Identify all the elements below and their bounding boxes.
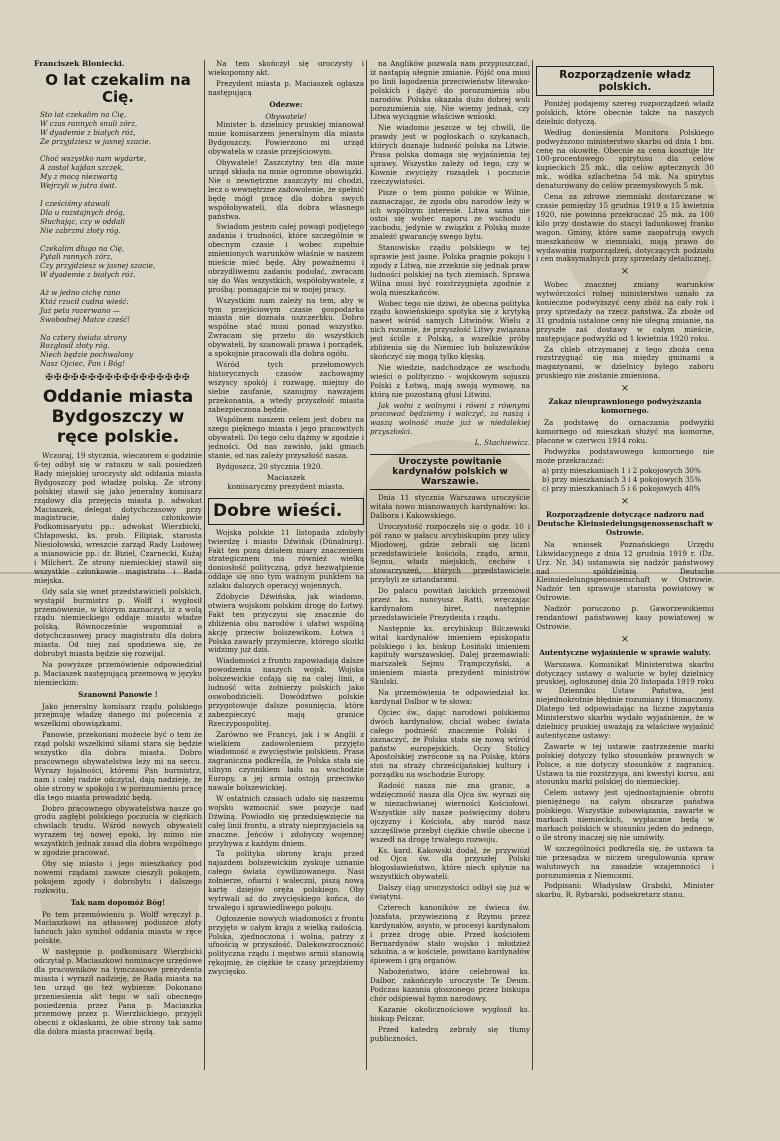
poem-author: Franciszek Bloniecki.: [34, 60, 125, 68]
paragraph: Na wniosek Poznańskiego Urzędu Likwidacyjnego z dnia 12 grudnia 1919 r. (Dz. Urz. Nr. 34) ustanawia się nadzór państwowy nad spółdzielnią Deutsche Kleinsiedelungsgenossenschaft w Ostrowie. Nadzór ten sprawuje starosta powiatowy w Ostrowie.: [536, 539, 714, 603]
speech-salutation: Szanowni Panowie !: [78, 689, 158, 699]
column-rule: [366, 60, 367, 1070]
rent-item: c) przy mieszkaniach 5 i 6 pokojowych 40%: [542, 484, 701, 494]
paragraph: Na powyższe przemówienie odpowiedział p. Maciaszek następującą przemową w języku niemieckim:: [34, 659, 202, 687]
paragraph: Pisze o tem pismo polskie w Wilnie, zaznaczając, że zgoda obu narodów leży w ich wspólnym interesie. Litwa sama nie ostoi się wobec naporu ze wschodu i zachodu, jedynie w związku z Polską może znaleźć gwarancję swego bytu.: [370, 187, 530, 242]
paragraph: Oby się miasto i jego mieszkańcy pod nowemi rządami zawsze cieszyli pokojem, pokojem zgody i dobrobytu i dalszego rozkwitu.: [34, 858, 202, 895]
paragraph: Ta polityka obrony kraju przed najazdem bolszewickim zyskuje uznanie całego świata cywilizowanego. Nasi żołnierze, ofiarni i waleczni, piszą nową kartę dziejów oręża polskiego. Oby wytrwali aż do zwycięskiego końca, do trwałego i sprawiedliwego pokoju.: [208, 849, 364, 912]
article-headline-kardynalowie: Uroczyste powitanie kardynałów polskich w Warszawie.: [370, 454, 530, 490]
paragraph: Zdobycie Dźwińska, jak wiadomo, otwiera wojskom polskim drogę do Łotwy. Fakt ten przyczyni się znacznie do zbliżenia obu narodów i ułatwi wspólną akcję przeciw bolszewikom. Łotwa i Polska zawarły przymierze, którego skutki widzimy już dziś.: [208, 592, 364, 655]
column-1: [34, 60, 202, 1070]
paragraph: Celem ustawy jest ujednostajnienie obrotu pieniężnego na całym obszarze państwa polskiego. Wszystkie zobowiązania, zawarte w markach niemieckich, wypłacane będą w markach polskich w stosunku jeden do jednego, o ile strony inaczej się nie umówiły.: [536, 788, 714, 842]
section-mark: ×: [620, 266, 630, 278]
paragraph: Ojciec św., dając narodowi polskiemu dwóch kardynałów, chciał wobec świata całego podnieść znaczenie Polski i zaznaczyć, że Polska stała się nową wśród państw europejskich. Oczy Stolicy Apostolskiej zwrócone są na Polskę, która stoi na straży chrześcijańskiej kultury i porządku na wschodzie Europy.: [370, 707, 530, 780]
article-headline-dobre-wiesci: [208, 498, 364, 525]
paragraph: Radość nasza nie zna granic, a wdzięczność nasza dla Ojca św. wyrazi się w niezachwianej wierności Kościołowi. Wszystkie siły nasze poświęcimy dobru ojczyzny i Kościoła, aby naród nasz szczęśliwie przebył ciężkie chwile obecne i wszedł na drogę trwałego rozwoju.: [370, 781, 530, 844]
paragraph: Minister b. dzielnicy pruskiej mianował mnie komisarzem jeneralnym dla miasta Bydgoszczy. Powierzono mi urząd obywatela w czasie przejściowym.: [208, 120, 364, 157]
quote-signature: L. Stachiewicz.: [474, 438, 530, 448]
odezwa-signature: Maciaszek: [266, 472, 306, 482]
paragraph: Gdy sala się wnet przedstawicieli polskich, wystąpił burmistrz p. Wolff i wygłosił przemówienie, w którym zaznaczył, iż z wolą rządu niemieckiego oddaje miasto władze polską. Równocześnie wspomniał o dotychczasowej pracy magistratu dla dobra miasta. Od niej zaś spodziewa się, że dobrobyt miasta będzie się rozwijał.: [34, 586, 202, 659]
article-headline-rozporzadzenie: Rozporządzenie władz polskich.: [536, 66, 714, 96]
paragraph: Cena za zdrowe ziemniaki dostarczane w czasie pomiędzy 15 grudnia 1919 a 15 kwietnia 1920, nie powinna przekraczać 25 mk. za 100 kilo przy dostawie do stacyi ładunkowej franko wagon. Gminy, które same zaopatrują swych mieszkańców w ziemniaki, mają prawo do wydawania rozporządzeń, dotyczących podziału i cen maksymalnych przy sprzedaży detalicznej.: [536, 192, 714, 264]
paragraph: Wiadomości z frontu zapowiadają dalsze powodzenia naszych wojsk. Wojska bolszewickie cofają się na całej linii, a ludność wita żołnierzy polskich jako oswobodzicieli. Dowództwo polskie przygotowuje dalsze posunięcia, które zabezpieczyć mają granice Rzeczypospolitej.: [208, 656, 364, 728]
paragraph: Kazanie okolicznościowe wygłosił ks. biskup Pelczar.: [370, 1004, 530, 1023]
section-mark: ×: [620, 496, 630, 508]
paragraph: Do pałacu powitań laickich przemówił przez ks. nuncyusz Ratti, wręczając kardynałom biret, następnie przedstawiciele Prezydenta i rządu.: [370, 586, 530, 622]
paragraph: Ogłoszenie nowych wiadomości z frontu przyjęto w całym kraju z wielką radością. Polska, zjednoczona i wolna, patrzy z ufnością w przyszłość. Dalekowzroczność polityczna rządu i męstwo armii stanowią rękojmię, że ciężkie te czasy przejdziemy zwycięsko.: [208, 913, 364, 977]
paragraph: Czterech kanoników ze świeca św. Jozafata, przywiezioną z Rzymu przez kardynałów, asysto, w procesyi kardynałom i przez drogę obie. Przed kościołem Bernardynów stało wojsko i młodzież szkolna, a w kościele, powitano kardynałów śpiewem i grą organów.: [370, 902, 530, 966]
paragraph: Dnia 11 stycznia Warszawa uroczyście witała nowo mianowanych kardynałów: ks. Dalbora i Kakowskiego.: [370, 493, 530, 520]
poem-title: O lat czekalim na Cię.: [45, 70, 191, 106]
column-rule: [532, 60, 533, 1070]
odezwa-salutation: Obywatele!: [265, 111, 307, 121]
quote: Jak wolni z wolnymi i równi z równymi pracować będziemy i walczyć, za naszą i waszą wolność może już w niedalekiej przyszłości.: [370, 400, 530, 437]
rent-list: [542, 467, 714, 494]
paragraph: Wszystkim nam zależy na tem, aby w tym przejściowym czasie gospodarka miasta nie doznała uszczerbku. Dobro wspólne stać musi ponad wszystko. Zwracam się przeto do wszystkich obywateli, by szanowali prawa i porządek, a spokojnie pracowali dla dobra ogółu.: [208, 295, 364, 359]
paragraph: Wczoraj, 19 stycznia, wieczorem o godzinie 6-tej odbył się w ratuszu w sali posiedzeń Rady miejskiej uroczysty akt oddania miasta Bydgoszczy pod władzę polską. Ze strony polskiej stawił się jako jeneralny komisarz rządowy dla przejęcia miasta p. adwokat Maciaszek, delegat dotychczasowy przy magistracie, dalej członkowie Podkomisaryatu pp.: adwokat Wierzbicki, Chłapowski, ks. prob. Filipiak, starosta Niesiołowski, wreszcie zarząd Rady Ludowej a mianowicie pp.: dr. Biziel, Czarnecki, Kużaj i Milchert. Ze strony niemieckiej stawił się wszystkie członkowie magistratu i Rada miejska.: [34, 451, 202, 585]
paragraph: Wśród tych przełomowych historycznych czasów zachowajmy wszyscy spokój i rozwagę, miejmy do siebie zaufanie, szanujmy nawzajem przekonania, a wtedy przyszłość miasta zabezpieczona będzie.: [208, 360, 364, 414]
paragraph: Uroczystość rozpoczęła się o godz. 10 i pół rano w pałacu arcybiskupim przy ulicy Miodowej, gdzie zebrali się liczni przedstawiciele kościoła, rządu, armii, Sejmu, władz miejskich, cechów i stowarzyszeń, których przedstawiciele przybyli ze sztandarami.: [370, 521, 530, 585]
rent-item: a) przy mieszkaniach 1 i 2 pokojowych 30%: [542, 466, 701, 476]
paragraph: Za podstawę do oznaczania podwyżki komornego od mieszkań służyć ma komorne, płacone w czerwcu 1914 roku.: [536, 417, 714, 445]
odezwa-title: Odezwe:: [269, 99, 303, 109]
speech-close: Tak nam dopomóż Bóg!: [70, 897, 166, 907]
paragraph: Na przemówienia te odpowiedział ks. kardynał Dalbor w te słowa:: [370, 688, 530, 706]
paragraph: Nie wiadomo jeszcze w tej chwili, ile prawdy jest w pogłoskach o szykanach, których doznaje ludność polska na Litwie. Prasa polska domaga się wyjaśnienia tej sprawy. Wszystko zależy od tego, czy w Kownie zwycięży rozsądek i poczucie rzeczywistości.: [370, 123, 530, 186]
paragraph: Prezydent miasta p. Maciaszek ogłasza następującą: [208, 78, 364, 97]
paragraph: Zawarte w tej ustawie zastrzeżenie marki polskiej dotyczy tylko stosunków prawnych w Polsce, a nie dotyczy stosunków z zagranicą. Ustawa ta nie rozstrzyga, ani kwestyi kursu, ani stosunku marki polskiej do niemieckiej.: [536, 741, 714, 787]
paragraph: W ostatnich czasach udało się naszemu wojsku wzmocnić swe pozycje nad Dźwiną. Powiodło się przedsięwzięcie na całej linii frontu, a straty nieprzyjaciela są znaczne. Jeńców i zdobyczy wojennej przybywa z każdym dniem.: [208, 793, 364, 848]
headline-text: Dobre wieści.: [213, 500, 343, 521]
paragraph: Ks. kard. Kakowski dodał, że przywiózł od Ojca św. dla przyszłej Polski błogosławieństwo, które niech spłynie na wszystkich obywateli.: [370, 845, 530, 882]
paragraph: Poniżej podajemy szereg rozporządzeń władz polskich, które obecnie także na naszych dzielnic dotyczą.: [536, 99, 714, 126]
column-4: [536, 60, 714, 1100]
paragraph: Wobec znacznej zmiany warunków wytwórczości rolnej ministerstwo uznało za konieczne podwyższyć ceny zbóż na cały rok i przy sprzedaży na rzecz państwa. Za zboże od 31 grudnia ustalone ceny nie ulegną zmianie, na przyszłe zaś dostawy w całym mieście, następujące podwyżki od 1 kwietnia 1920 roku.: [536, 280, 714, 343]
odezwa-signature-title: komisaryczny prezydent miasta.: [227, 481, 345, 491]
paragraph: Przed katedrą zebrały się tłumy publiczności.: [370, 1024, 530, 1043]
paragraph: Po tem przemówieniu p. Wolff wręczył p. Maciaszkowi na atłasowej poduszce złoty łańcuch jako symbol oddania miasta w ręce polskie.: [34, 909, 202, 946]
column-rule: [204, 60, 205, 1070]
paragraph: Nabożeństwo, które celebrował ks. Dalbor, zakończyło uroczyste Te Deum. Podczas kazania głoszonego przez biskupa chór odśpiewał hymn narodowy.: [370, 967, 530, 1003]
subhead-nadzor: Rozporządzenie dotyczące nadzoru nad Deutsche Kleinsiedelungsgenossenschaft w Ostrowie.: [537, 510, 713, 537]
paragraph: Następnie ks. arcybiskup Bilczewski witał kardynałów imieniem episkopatu polskiego i ks. biskup Łosiński imieniem kapituły warszawskiej. Dalej przemawiali: marszałek Sejmu Trąmpczyński, a imieniem miasta prezydent ministrów Skulski.: [370, 623, 530, 687]
paragraph: W następnie p. podkomisarz Wierzbicki odczytał p. Maciaszkowi nominacye urzędowe dla pracowników na tymczasowe prezydenta miasta i wyraził nadzieję, że Rada miasta na ten urząd go też wybierze. Dokonano przeniesienia akt tego w sali obecnego posiedzenia przez Pana p. Maciaszka przemowę przez p. Wierzbickiego, przyjęli obecni z oklaskami, że obie strony tak samo dla dobra miasta pracować będą.: [34, 947, 202, 1037]
paragraph: Według doniesienia Monitora Polskiego podwyższono ministerstwo skarbu od dnia 1 bm. cenę na okowitę. Obecnie za cena kosztuje litr 100-procentowego spirytusu dla celów kupieckich 25 mk., dla celów aptecznych 30 mk., wódka szlachetna 54 mk. Na spirytus denaturowany do celów przemysłowych 5 mk.: [536, 127, 714, 191]
paragraph: Na tem skończył się uroczysty i wiekopomny akt.: [208, 60, 364, 77]
paragraph: na Anglików pozwala nam przypuszczać, iż nastąpią ułegnie zmianie. Pójść ona musi po linii łagodzenia przeciwieństw litewsko-polskich i dążyć do porozumienia obu narodów. Polska okazała dużo dobrej woli porozumienia się. Nie wiemy jednak, czy Litwa wyciągnie właściwe wnioski.: [370, 60, 530, 122]
subhead-komorne: Zakaz nieuprawnionego podwyższania komornego.: [548, 397, 702, 415]
paragraph: Nie wiedzie, nadchodzące ze wschodu wieści o polityczno - wojskowym sojuszu Polski z Łotwą, mają swoją wymowę, na którą nie pozostaną głusi Litwini.: [370, 362, 530, 399]
paragraph: W szczególności podkreśla się, że ustawa ta nie przesądza w niczem uregulowania spraw walutowych na zasadzie wzajemności i porozumienia z Niemcami.: [536, 843, 714, 880]
paragraph: Wspólnem naszem celem jest dobro na szego pięknego miasta i jego pracowitych obywateli. Do tego celu dążmy w zgodzie i jedności. Od nas zawisło, jaki gmach stanie, od nas zależy przyszłość nasza.: [208, 415, 364, 461]
paragraph: Stanowisko rządu polskiego w tej sprawie jest jasne. Polska pragnie pokoju i zgody z Litwą, nie zrzeknie się jednak praw ludności polskiej na tych ziemiach. Sprawa Wilna musi być rozstrzygnięta zgodnie z wolą mieszkańców.: [370, 243, 530, 297]
article-headline-bydgoszcz: Oddanie miasta Bydgoszczy w ręce polskie.: [42, 387, 194, 448]
paragraph: Warszawa. Komunikat Ministerstwa skarbu dotyczący ustawy o walucie w byłej dzielnicy pruskiej, ogłoszonej dnia 20 listopada 1919 roku w Dzienniku Ustaw Państwa, jest niejednokrotnie błędnie rozumiany i tłomaczony. Dlatego też odpowiadając na liczne zapytania Ministerstwo skarbu wydało wyjaśnienie, że w dzielnicy pruskiej uważają za właściwe wyjaśnić autentyczne ustawy:: [536, 659, 714, 740]
paragraph: Swiadom jestem całej powagi podjętego zadania i trudności, które szczególnie w obecnym czasie i wobec zupełnie zmienionych warunków właśnie w naszem mieście mieć będę. Aby poważnemu i obrzydliwemu zadaniu podołać, zwracam się do Was wszystkich, współobywatele, z prośbą: pomagajcie mi w mojej pracy.: [208, 222, 364, 294]
section-mark: ×: [620, 383, 630, 395]
column-3: [370, 60, 530, 1105]
paragraph: Podpisani: Władysław Grabski, Minister skarbu, R. Rybarski, podsekretarz stanu.: [536, 881, 714, 900]
paragraph: Panowie, przekonani możecie być o tem że rząd polski wszelkimi siłami stara się będzie wszystko dla dobra miasta. Dobro pracownego obywatelstwa leży mi na sercu. Wyrazy łojalności, któremi Pan burmistrz, nam i całej radzie odczytał, dają nadzieję, że obie strony w spokoju i w porozumieniu pracę dla tego miasta prowadzić będą.: [34, 730, 202, 802]
paragraph: Nadzór poruczono p. Gaworzewskiemu rendantowi państwowej kasy powiatowej w Ostrowie.: [536, 604, 714, 631]
odezwa-place: Bydgoszcz, 20 stycznia 1920.: [216, 461, 323, 471]
paragraph: Wobec tego nie dziwi, że obecna polityka rządu kowieńskiego spotyka się z krytyką nawet wśród samych Litwinów. Wielu z nich rozumie, że przyszłość Litwy związana jest ściśle z Polską, a wszelkie próby zbliżenia się do Niemiec lub bolszewików skończyć się mogą tylko klęską.: [370, 298, 530, 361]
paragraph: Jako jeneralny komisarz rządu polskiego przejmuję władzę danego mi polecenia z wszelkimi obowiązkami.: [34, 701, 202, 729]
ornament-divider: ✠✠✠✠✠✠✠✠✠✠✠✠✠✠✠✠✠: [45, 373, 191, 384]
poem-text: Sto lat czekalim na Cię, W czas rannych snuli zórz, W dyademie z białych róż, Ze przyjdziesz w jasnej szacie. Choć wszystko nam wydarte, A został kajdan szczęk, My z mocą niezwartą Wejrzyli w jutra świt. I cześciśmy stawali Dla u rozstajnych dróg, Słuchając, czy w oddali Nie zabrzmi złoty róg. Czekalim długo na Cię, Pytali rannych zórz, Czy przyjdziesz w jasnej szacie, W dyademie z białych róż. Aż w jedno cichę rano Któż rzucił cudna wieść: Już peta rozerwano — Swobodnej Matce cześć! Na cztery świata strony Rozgłosił złoty róg. Niech będzie pochwalony Nasz Ojciec, Pan i Bóg!: [40, 109, 156, 369]
paragraph: Zarówno we Francyi, jak i w Anglii z wielkiem zadowoleniem przyjęto wiadomość o zwycięstwie polskiem. Prasa zagraniczna podkreśla, że Polska stała się silnym czynnikiem ładu na wschodzie Europy, a jej armia ostoją przeciwko nawale bolszewickiej.: [208, 729, 364, 793]
paragraph: Wojska polskie 11 listopada zdobyły twierdzę i miasto Dźwińsk (Dünaburg). Fakt ten pozą działem miary znaczeniem strategicznem ma również wielką doniosłość polityczną, gdyż bezwątpienie oddaje się ono tym ważnym punktem na szlaku dalszych operacyj wojennych.: [208, 527, 364, 591]
section-mark: ×: [620, 633, 630, 645]
paragraph: Podwyżka podstawowego komornego nie może przekraczać:: [536, 446, 714, 465]
paragraph: Dobro pracownego obywatelstwa nasze go grodu zagłębi polskiego poczucia w ciężkich chwilach trudu. Wśród nowych obywateli wyrazem tej nowej epoki, by mimo nie wszystkich jednak zasad dla dobra wspólnego w zgodzie pracować.: [34, 803, 202, 858]
column-2: [208, 60, 364, 1095]
paragraph: Dalszy ciąg uroczystości odbył się już w świątyni.: [370, 883, 530, 902]
rent-item: b) przy mieszkaniach 3 i 4 pokojowych 35%: [542, 475, 702, 485]
paragraph: Za chleb otrzymanej z tego zboża cena rozstrzygnąć się ma między gminami a magazynami, w dzielnicy byłego zaboru pruskiego nie zostanie zmieniona.: [536, 344, 714, 381]
subhead-waluta: Autentyczne wyjaśnienie w sprawie waluty.: [539, 647, 711, 657]
paragraph: Obywatele! Zaszczytny ten dla mnie urząd składa na mnie ogromne obowiązki. Nie o zewnętrzne zaszczyty mi chodzi, lecz o wewnętrzne zadowolenie, że spełnić będę mógł pracę dla dobra swych współobywateli, dla dobra własnego państwa.: [208, 158, 364, 221]
